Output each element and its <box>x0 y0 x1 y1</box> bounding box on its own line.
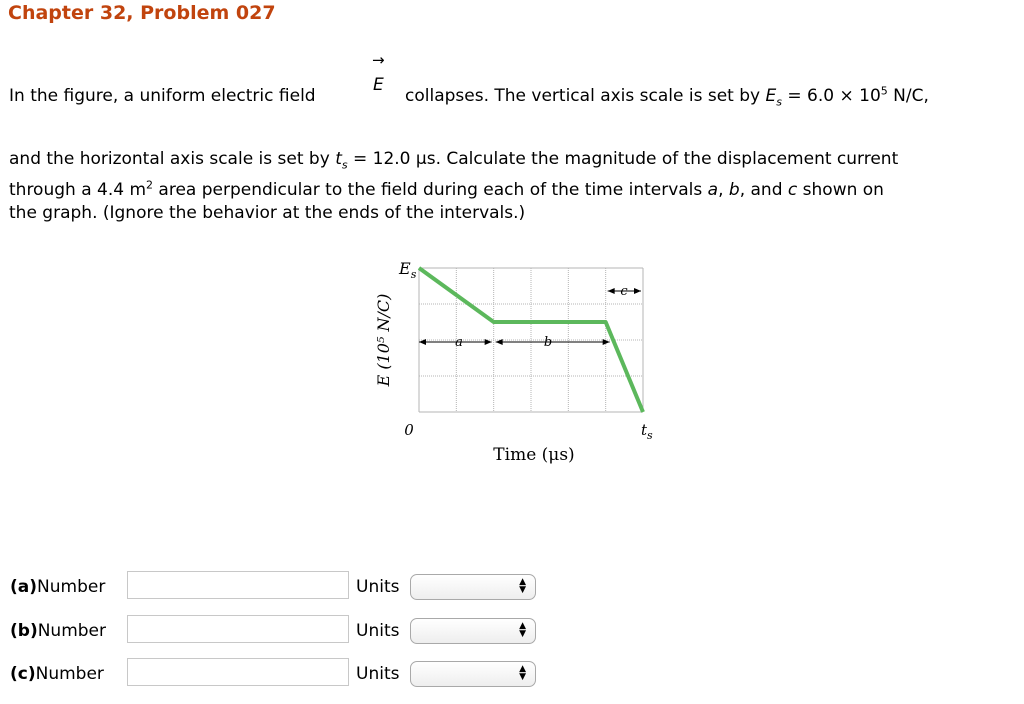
units-select-c[interactable] <box>410 661 536 687</box>
field-vs-time-graph <box>362 250 662 480</box>
problem-line-4 <box>9 202 525 224</box>
problem-text: and the horizontal axis scale is set by <box>9 149 330 169</box>
problem-line-2 <box>9 148 898 170</box>
arrowhead-left-icon <box>608 288 615 294</box>
interval-b: b <box>728 180 740 200</box>
page-title: Chapter 32, Problem 027 <box>8 2 276 24</box>
problem-text: collapses. The vertical axis scale is set by <box>405 86 761 106</box>
y-top-label: $E_s$ <box>399 259 417 281</box>
updown-arrows-icon: ▲ ▼ <box>519 577 526 595</box>
answer-label-c: (c)Number <box>10 664 104 684</box>
interval-b-arrow <box>496 339 610 345</box>
problem-text: the graph. (Ignore the behavior at the ends of the intervals.) <box>9 203 526 223</box>
interval-c-label: c <box>620 284 628 299</box>
interval-arrows <box>419 288 641 345</box>
arrowhead-right-icon <box>634 288 641 294</box>
interval-a: a <box>707 180 719 200</box>
area-exponent: 2 <box>146 178 154 192</box>
es-unit: N/C, <box>887 86 929 106</box>
field-symbol: E <box>373 75 384 95</box>
es-value: = 6.0 × 10 <box>781 86 881 106</box>
number-input-b[interactable] <box>127 615 349 643</box>
number-input-a[interactable] <box>127 571 349 599</box>
updown-arrows-icon: ▲ ▼ <box>519 664 526 682</box>
units-select-b[interactable] <box>410 618 536 644</box>
updown-arrows-icon: ▲ ▼ <box>519 621 526 639</box>
number-input-c[interactable] <box>127 658 349 686</box>
problem-line-1b <box>405 85 929 107</box>
arrowhead-left-icon <box>419 339 426 345</box>
es-exponent: 5 <box>880 84 888 98</box>
interval-c: c <box>787 180 798 200</box>
es-symbol: E <box>765 86 777 106</box>
electric-field-vector <box>370 52 390 96</box>
es-subscript: s <box>776 95 782 109</box>
problem-text: through a 4.4 m <box>9 180 147 200</box>
problem-line-3: through a 4.4 $m^2$ area perpendicular to the field during each of the time intervals a, b, and c shown on <box>9 178 884 200</box>
arrowhead-right-icon <box>603 339 610 345</box>
origin-label: 0 <box>404 421 414 439</box>
arrowhead-right-icon <box>485 339 492 345</box>
problem-text: In the figure, a uniform electric field <box>9 86 316 106</box>
ts-symbol: t <box>335 149 342 169</box>
answer-label-a: (a)Number <box>10 577 106 597</box>
problem-text: shown on <box>802 180 884 200</box>
problem-line-1 <box>9 85 316 107</box>
x-end-label: $t_s$ <box>641 421 653 442</box>
ts-subscript: s <box>341 158 348 172</box>
vector-arrow-icon: → <box>372 51 385 69</box>
problem-text: and <box>750 180 783 200</box>
graph-grid <box>419 268 643 412</box>
interval-a-label: a <box>455 335 463 350</box>
y-axis-label: E (10⁵ N/C) <box>374 293 393 387</box>
x-axis-label: Time (μs) <box>493 445 575 465</box>
units-label-a: Units <box>356 577 400 597</box>
units-select-a[interactable] <box>410 574 536 600</box>
units-label-b: Units <box>356 621 400 641</box>
interval-b-label: b <box>543 335 553 350</box>
answer-label-b: (b)Number <box>10 621 107 641</box>
problem-text: = 12.0 μs. Calculate the magnitude of the displacement current <box>347 149 899 169</box>
units-label-c: Units <box>356 664 400 684</box>
problem-text: area perpendicular to the field during each of the time intervals <box>153 180 703 200</box>
